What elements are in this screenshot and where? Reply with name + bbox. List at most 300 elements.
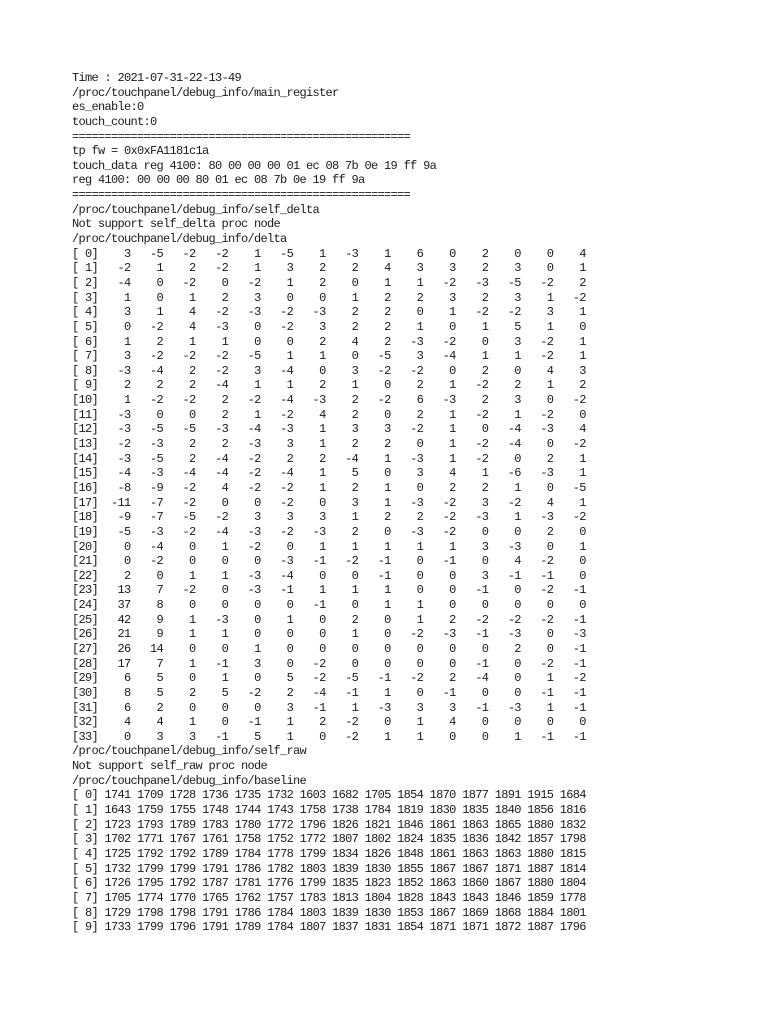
cell-value: -2 [455, 407, 489, 422]
cell-value: 2 [520, 524, 554, 539]
cell-value: 2 [358, 510, 391, 525]
cell-value: 1 [260, 729, 294, 744]
cell-value: 1839 [325, 905, 359, 920]
cell-value: 3 [98, 349, 131, 364]
cell-value: -2 [195, 261, 229, 276]
row-index: [ 2] [72, 275, 99, 290]
cell-value: 3 [228, 510, 261, 525]
cell-value: -7 [130, 510, 164, 525]
cell-value: 1867 [488, 876, 521, 891]
cell-value: 5 [130, 685, 164, 700]
table-row [72, 349, 586, 364]
cell-value: -2 [130, 393, 164, 408]
cell-value: -3 [260, 554, 294, 569]
cell-value: 1771 [130, 832, 164, 847]
cell-value: 0 [390, 480, 424, 495]
cell-value: -4 [228, 422, 261, 437]
cell-value: 17 [98, 656, 131, 671]
cell-value: 1792 [163, 846, 196, 861]
table-row [72, 598, 586, 613]
cell-value: 2 [358, 305, 391, 320]
cell-value: 3 [130, 729, 164, 744]
cell-value: 3 [488, 334, 521, 349]
cell-value: -5 [130, 422, 164, 437]
cell-value: 0 [520, 261, 554, 276]
cell-value: 1826 [358, 846, 391, 861]
cell-value: 3 [325, 363, 359, 378]
cell-value: 2 [195, 437, 229, 452]
cell-value: 1843 [423, 890, 456, 905]
cell-value: 0 [358, 466, 391, 481]
cell-value: 1 [325, 290, 359, 305]
separator-line: ==================================================== [72, 129, 411, 144]
cell-value: -1 [553, 685, 586, 700]
cell-value: 2 [390, 407, 424, 422]
cell-value: -3 [488, 700, 521, 715]
cell-value: 0 [520, 539, 554, 554]
cell-value: 1837 [325, 920, 359, 935]
table-row [72, 583, 586, 598]
reg-4100-line: reg 4100: 00 00 00 80 01 ec 08 7b 0e 19 ff 9a [72, 173, 365, 188]
cell-value: -2 [455, 437, 489, 452]
cell-value: 0 [325, 349, 359, 364]
cell-value: 0 [455, 334, 489, 349]
cell-value: -3 [520, 422, 554, 437]
table-row [72, 847, 586, 862]
baseline-table [72, 788, 586, 934]
cell-value: 3 [390, 466, 424, 481]
table-row [72, 261, 586, 276]
cell-value: 2 [455, 363, 489, 378]
cell-value: 4 [423, 715, 456, 730]
cell-value: -3 [260, 422, 294, 437]
cell-value: 3 [293, 319, 326, 334]
table-row [72, 569, 586, 584]
row-index: [25] [72, 612, 99, 627]
table-row [72, 642, 586, 657]
cell-value: 4 [423, 466, 456, 481]
cell-value: 3 [260, 261, 294, 276]
cell-value: 0 [228, 495, 261, 510]
cell-value: -9 [98, 510, 131, 525]
cell-value: 1867 [455, 861, 489, 876]
cell-value: -3 [423, 627, 456, 642]
cell-value: 1789 [228, 920, 261, 935]
cell-value: 1871 [455, 920, 489, 935]
cell-value: 6 [98, 700, 131, 715]
cell-value: -5 [488, 275, 521, 290]
cell-value: 1846 [488, 890, 521, 905]
cell-value: 6 [98, 671, 131, 686]
cell-value: 1705 [98, 890, 131, 905]
cell-value: 1853 [390, 905, 424, 920]
cell-value: 2 [358, 437, 391, 452]
cell-value: 1803 [293, 905, 326, 920]
row-index: [20] [72, 539, 99, 554]
cell-value: 0 [163, 554, 196, 569]
cell-value: 0 [228, 554, 261, 569]
cell-value: 2 [358, 319, 391, 334]
cell-value: 3 [260, 437, 294, 452]
cell-value: 1804 [358, 890, 391, 905]
cell-value: 0 [455, 685, 489, 700]
table-row [72, 510, 586, 525]
cell-value: 2 [163, 685, 196, 700]
cell-value: 1752 [260, 832, 294, 847]
row-index: [14] [72, 451, 99, 466]
cell-value: 0 [293, 641, 326, 656]
cell-value: 2 [293, 451, 326, 466]
cell-value: 1682 [325, 788, 359, 803]
row-index: [ 7] [72, 349, 99, 364]
cell-value: 0 [130, 568, 164, 583]
cell-value: 1832 [553, 817, 586, 832]
cell-value: 1859 [520, 890, 554, 905]
cell-value: 1723 [98, 817, 131, 832]
cell-value: 0 [293, 627, 326, 642]
cell-value: 0 [423, 319, 456, 334]
row-index: [33] [72, 729, 99, 744]
cell-value: 1 [293, 437, 326, 452]
row-index: [ 3] [72, 832, 99, 847]
cell-value: 1792 [130, 846, 164, 861]
cell-value: 0 [488, 524, 521, 539]
cell-value: 1796 [293, 817, 326, 832]
cell-value: 1 [163, 334, 196, 349]
cell-value: 1880 [520, 846, 554, 861]
cell-value: -2 [358, 363, 391, 378]
cell-value: 0 [423, 641, 456, 656]
cell-value: -2 [553, 290, 586, 305]
cell-value: 0 [390, 641, 424, 656]
cell-value: 1 [390, 598, 424, 613]
cell-value: -3 [358, 700, 391, 715]
cell-value: -5 [130, 246, 164, 261]
cell-value: 1783 [293, 890, 326, 905]
cell-value: 1799 [293, 876, 326, 891]
cell-value: 1830 [358, 861, 391, 876]
cell-value: 3 [98, 305, 131, 320]
cell-value: -2 [163, 495, 196, 510]
cell-value: 0 [423, 363, 456, 378]
cell-value: -1 [520, 568, 554, 583]
cell-value: -4 [195, 378, 229, 393]
cell-value: 1848 [390, 846, 424, 861]
cell-value: -2 [260, 495, 294, 510]
cell-value: -1 [455, 700, 489, 715]
cell-value: -2 [358, 393, 391, 408]
cell-value: -5 [358, 349, 391, 364]
cell-value: 1 [293, 539, 326, 554]
table-row [72, 788, 586, 803]
cell-value: 3 [163, 729, 196, 744]
cell-value: -2 [520, 656, 554, 671]
row-index: [27] [72, 641, 99, 656]
cell-value: 1 [163, 656, 196, 671]
cell-value: 1 [358, 583, 391, 598]
cell-value: 1839 [325, 861, 359, 876]
cell-value: -3 [228, 524, 261, 539]
row-index: [ 8] [72, 363, 99, 378]
cell-value: -1 [553, 656, 586, 671]
cell-value: 2 [325, 319, 359, 334]
cell-value: 1 [423, 378, 456, 393]
table-row [72, 832, 586, 847]
cell-value: 1 [228, 407, 261, 422]
cell-value: 0 [163, 598, 196, 613]
cell-value: 2 [423, 612, 456, 627]
main-register-path: /proc/touchpanel/debug_info/main_register [72, 85, 339, 100]
cell-value: 1828 [390, 890, 424, 905]
cell-value: 2 [455, 261, 489, 276]
row-index: [ 5] [72, 319, 99, 334]
cell-value: 1772 [260, 817, 294, 832]
cell-value: 2 [390, 510, 424, 525]
cell-value: -1 [358, 671, 391, 686]
table-row [72, 715, 586, 730]
row-index: [ 9] [72, 378, 99, 393]
cell-value: 21 [98, 627, 131, 642]
cell-value: 1778 [553, 890, 586, 905]
cell-value: 2 [455, 246, 489, 261]
cell-value: 0 [520, 437, 554, 452]
row-index: [30] [72, 685, 99, 700]
row-index: [29] [72, 671, 99, 686]
cell-value: 0 [260, 334, 294, 349]
cell-value: 1 [488, 729, 521, 744]
cell-value: -6 [488, 466, 521, 481]
cell-value: 1861 [423, 817, 456, 832]
cell-value: -2 [98, 261, 131, 276]
cell-value: 2 [130, 700, 164, 715]
cell-value: 1 [390, 612, 424, 627]
cell-value: 1860 [455, 876, 489, 891]
cell-value: 0 [520, 246, 554, 261]
cell-value: 1791 [195, 905, 229, 920]
row-index: [ 6] [72, 334, 99, 349]
cell-value: 2 [195, 393, 229, 408]
cell-value: 1786 [228, 905, 261, 920]
cell-value: 3 [325, 422, 359, 437]
cell-value: 1 [98, 290, 131, 305]
cell-value: 0 [98, 729, 131, 744]
cell-value: -2 [390, 671, 424, 686]
cell-value: -2 [488, 612, 521, 627]
cell-value: 2 [325, 407, 359, 422]
cell-value: 1880 [520, 876, 554, 891]
cell-value: 1854 [390, 920, 424, 935]
cell-value: 0 [423, 729, 456, 744]
cell-value: 1725 [98, 846, 131, 861]
table-row [72, 437, 586, 452]
cell-value: 0 [390, 568, 424, 583]
cell-value: 1 [325, 583, 359, 598]
cell-value: 1 [260, 715, 294, 730]
cell-value: 1813 [325, 890, 359, 905]
cell-value: 1830 [423, 803, 456, 818]
cell-value: 2 [325, 480, 359, 495]
cell-value: 2 [488, 378, 521, 393]
touch-count-line: touch_count:0 [72, 114, 157, 129]
cell-value: -5 [228, 349, 261, 364]
cell-value: 1871 [488, 861, 521, 876]
cell-value: 0 [488, 671, 521, 686]
cell-value: 1814 [553, 861, 586, 876]
cell-value: 1887 [520, 861, 554, 876]
cell-value: -4 [293, 685, 326, 700]
cell-value: 1 [260, 275, 294, 290]
cell-value: 4 [163, 305, 196, 320]
cell-value: -4 [130, 363, 164, 378]
cell-value: -2 [520, 612, 554, 627]
cell-value: 1798 [163, 905, 196, 920]
cell-value: 0 [325, 641, 359, 656]
cell-value: 1702 [98, 832, 131, 847]
cell-value: 1735 [228, 788, 261, 803]
row-index: [ 4] [72, 846, 99, 861]
cell-value: 2 [163, 363, 196, 378]
cell-value: 0 [455, 422, 489, 437]
cell-value: -5 [553, 480, 586, 495]
cell-value: 1861 [423, 846, 456, 861]
cell-value: -2 [520, 407, 554, 422]
cell-value: 0 [260, 627, 294, 642]
cell-value: 1 [358, 451, 391, 466]
cell-value: 0 [390, 656, 424, 671]
cell-value: 0 [260, 290, 294, 305]
cell-value: 1 [423, 305, 456, 320]
cell-value: 0 [228, 612, 261, 627]
cell-value: 4 [98, 715, 131, 730]
cell-value: 1 [520, 700, 554, 715]
cell-value: -3 [228, 437, 261, 452]
cell-value: 3 [228, 656, 261, 671]
cell-value: 1 [520, 671, 554, 686]
cell-value: 1 [358, 598, 391, 613]
cell-value: 0 [488, 583, 521, 598]
cell-value: 0 [293, 612, 326, 627]
cell-value: 0 [358, 656, 391, 671]
row-index: [32] [72, 715, 99, 730]
row-index: [13] [72, 437, 99, 452]
cell-value: -2 [163, 393, 196, 408]
cell-value: 1 [455, 349, 489, 364]
cell-value: 1871 [423, 920, 456, 935]
table-row [72, 876, 586, 891]
row-index: [15] [72, 466, 99, 481]
cell-value: -5 [163, 510, 196, 525]
cell-value: 0 [195, 583, 229, 598]
cell-value: -2 [520, 334, 554, 349]
cell-value: -1 [455, 627, 489, 642]
cell-value: 0 [98, 319, 131, 334]
cell-value: 1 [390, 539, 424, 554]
cell-value: 3 [98, 246, 131, 261]
cell-value: 0 [163, 407, 196, 422]
cell-value: 1 [553, 451, 586, 466]
cell-value: -3 [293, 393, 326, 408]
cell-value: 1758 [293, 803, 326, 818]
cell-value: -2 [130, 554, 164, 569]
cell-value: 1733 [98, 920, 131, 935]
cell-value: 0 [553, 568, 586, 583]
cell-value: 1 [553, 539, 586, 554]
cell-value: -3 [553, 627, 586, 642]
cell-value: -3 [195, 612, 229, 627]
cell-value: -4 [163, 466, 196, 481]
table-row [72, 247, 586, 262]
cell-value: 1792 [163, 876, 196, 891]
cell-value: 6 [390, 246, 424, 261]
cell-value: 3 [455, 539, 489, 554]
cell-value: -2 [488, 305, 521, 320]
cell-value: -5 [325, 671, 359, 686]
cell-value: 3 [488, 261, 521, 276]
cell-value: 1 [293, 466, 326, 481]
cell-value: 1 [130, 305, 164, 320]
cell-value: 1 [293, 583, 326, 598]
cell-value: 1 [553, 495, 586, 510]
cell-value: -1 [553, 729, 586, 744]
cell-value: 1 [553, 349, 586, 364]
cell-value: -1 [553, 612, 586, 627]
cell-value: 1836 [455, 832, 489, 847]
cell-value: -2 [325, 729, 359, 744]
cell-value: 0 [423, 583, 456, 598]
cell-value: 1778 [260, 846, 294, 861]
cell-value: 1915 [520, 788, 554, 803]
cell-value: 1804 [553, 876, 586, 891]
cell-value: 1 [390, 715, 424, 730]
cell-value: 5 [130, 671, 164, 686]
cell-value: 1 [325, 539, 359, 554]
table-row [72, 364, 586, 379]
cell-value: -2 [520, 554, 554, 569]
cell-value: -2 [228, 275, 261, 290]
row-index: [26] [72, 627, 99, 642]
cell-value: -2 [553, 437, 586, 452]
cell-value: 0 [293, 568, 326, 583]
cell-value: 2 [130, 334, 164, 349]
row-index: [16] [72, 480, 99, 495]
cell-value: 1 [358, 685, 391, 700]
cell-value: 0 [520, 598, 554, 613]
cell-value: 2 [553, 275, 586, 290]
cell-value: -4 [130, 539, 164, 554]
cell-value: 0 [130, 275, 164, 290]
cell-value: -4 [423, 349, 456, 364]
cell-value: 1831 [358, 920, 391, 935]
self-raw-message: Not support self_raw proc node [72, 759, 268, 774]
cell-value: 0 [325, 598, 359, 613]
cell-value: 5 [488, 319, 521, 334]
cell-value: 1826 [325, 817, 359, 832]
row-index: [ 4] [72, 305, 99, 320]
cell-value: 1 [455, 466, 489, 481]
cell-value: 1 [195, 539, 229, 554]
table-row [72, 452, 586, 467]
cell-value: 2 [163, 378, 196, 393]
table-row [72, 803, 586, 818]
cell-value: -2 [195, 363, 229, 378]
cell-value: 2 [293, 275, 326, 290]
cell-value: -3 [390, 524, 424, 539]
cell-value: -2 [455, 451, 489, 466]
cell-value: 0 [553, 319, 586, 334]
cell-value: 2 [455, 290, 489, 305]
cell-value: 0 [455, 598, 489, 613]
cell-value: -2 [455, 612, 489, 627]
